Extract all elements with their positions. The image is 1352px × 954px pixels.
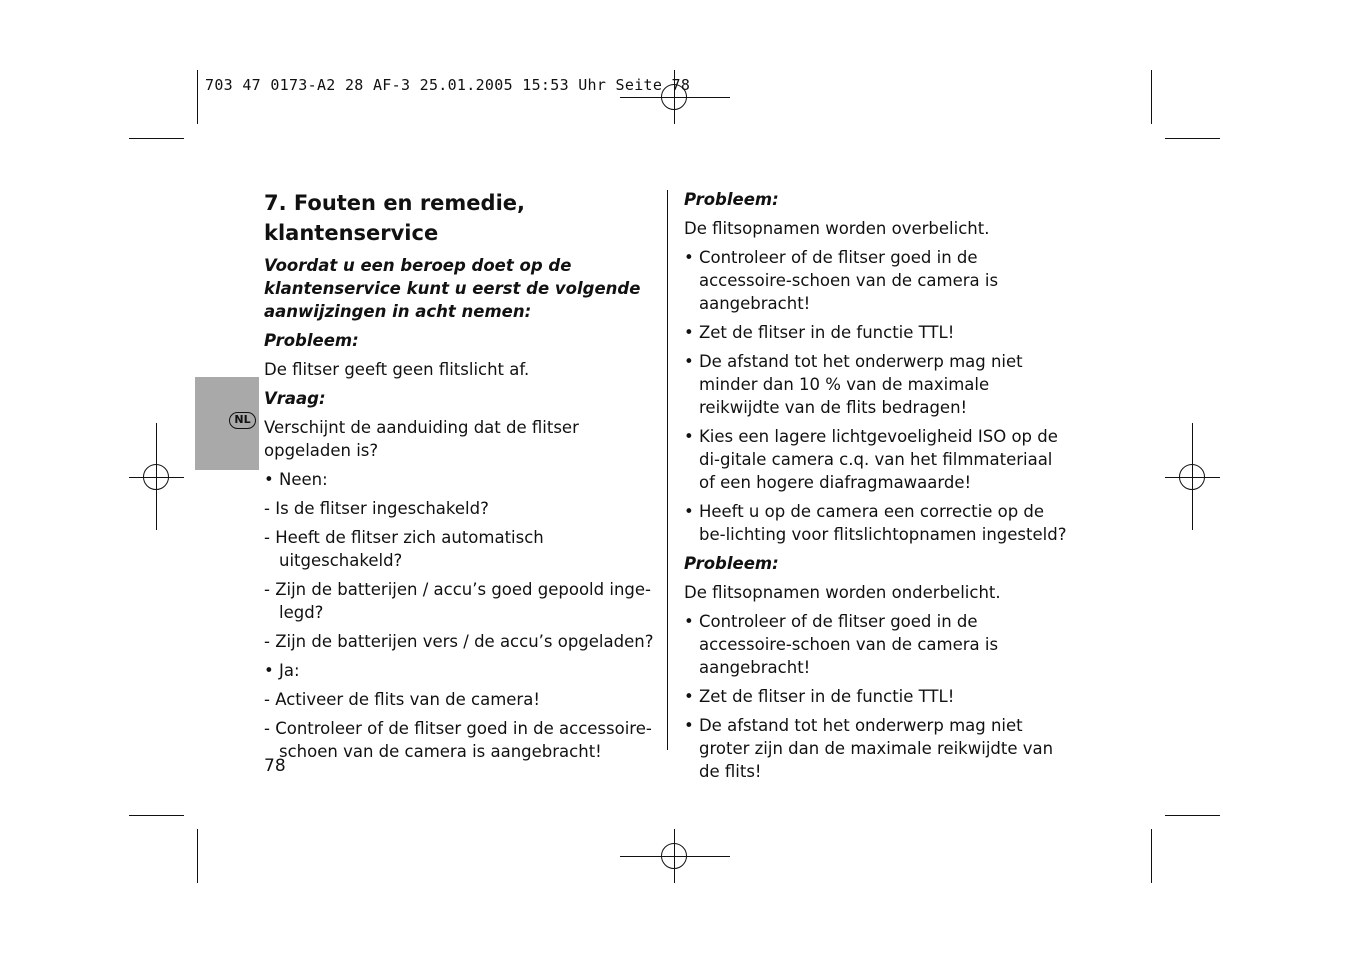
crop-mark bbox=[129, 815, 184, 816]
intro-text: Voordat u een beroep doet op de klantenservice kunt u eerst de volgende aanwijzingen in acht nemen: bbox=[264, 256, 641, 321]
column-divider bbox=[667, 190, 668, 750]
list-item: • Zet de flitser in de functie TTL! bbox=[684, 687, 955, 706]
registration-mark bbox=[661, 843, 687, 869]
right-column bbox=[684, 188, 1069, 783]
list-item: - Zijn de batterijen / accu’s goed gepoold inge-legd? bbox=[264, 580, 651, 622]
problem-label: Probleem: bbox=[684, 190, 779, 209]
registration-mark bbox=[143, 464, 169, 490]
no-label: • Neen: bbox=[264, 470, 328, 489]
list-item: - Zijn de batterijen vers / de accu’s opgeladen? bbox=[264, 632, 654, 651]
problem-text: De flitsopnamen worden overbelicht. bbox=[684, 219, 990, 238]
print-slug: 703 47 0173-A2 28 AF-3 25.01.2005 15:53 Uhr Seite 78 bbox=[205, 76, 691, 94]
problem-text: De flitsopnamen worden onderbelicht. bbox=[684, 583, 1001, 602]
list-item: • De afstand tot het onderwerp mag niet groter zijn dan de maximale reikwijdte van de flits! bbox=[684, 716, 1054, 781]
left-column bbox=[264, 188, 659, 763]
problem-label: Probleem: bbox=[684, 554, 779, 573]
list-item: • De afstand tot het onderwerp mag niet minder dan 10 % van de maximale reikwijdte van de flits bedragen! bbox=[684, 352, 1023, 417]
list-item: - Heeft de flitser zich automatisch uitgeschakeld? bbox=[264, 528, 544, 570]
problem-label: Probleem: bbox=[264, 331, 359, 350]
list-item: - Is de flitser ingeschakeld? bbox=[264, 499, 489, 518]
list-item: • Controleer of de flitser goed in de accessoire-schoen van de camera is aangebracht! bbox=[684, 612, 999, 677]
crop-mark bbox=[1165, 138, 1220, 139]
crop-mark bbox=[1151, 70, 1152, 124]
list-item: • Zet de flitser in de functie TTL! bbox=[684, 323, 955, 342]
crop-mark bbox=[1165, 815, 1220, 816]
crop-mark bbox=[129, 138, 184, 139]
list-item: • Kies een lagere lichtgevoeligheid ISO op de di-gitale camera c.q. van het filmmateriaal of een hogere diafragmawaarde! bbox=[684, 427, 1058, 492]
question-label: Vraag: bbox=[264, 389, 326, 408]
page-number: 78 bbox=[264, 756, 286, 776]
question-text: Verschijnt de aanduiding dat de flitser opgeladen is? bbox=[264, 418, 579, 460]
list-item: • Heeft u op de camera een correctie op de be-lichting voor flitslichtopnamen ingesteld? bbox=[684, 502, 1067, 544]
crop-mark bbox=[197, 70, 198, 124]
crop-mark bbox=[1151, 829, 1152, 883]
list-item: - Activeer de flits van de camera! bbox=[264, 690, 540, 709]
registration-mark bbox=[1179, 464, 1205, 490]
list-item: • Controleer of de flitser goed in de accessoire-schoen van de camera is aangebracht! bbox=[684, 248, 999, 313]
problem-text: De flitser geeft geen flitslicht af. bbox=[264, 360, 530, 379]
language-badge: NL bbox=[229, 412, 256, 429]
crop-mark bbox=[197, 829, 198, 883]
list-item: - Controleer of de flitser goed in de accessoire-schoen van de camera is aangebracht! bbox=[264, 719, 652, 761]
section-heading: 7. Fouten en remedie, klantenservice bbox=[264, 191, 525, 245]
yes-label: • Ja: bbox=[264, 661, 300, 680]
